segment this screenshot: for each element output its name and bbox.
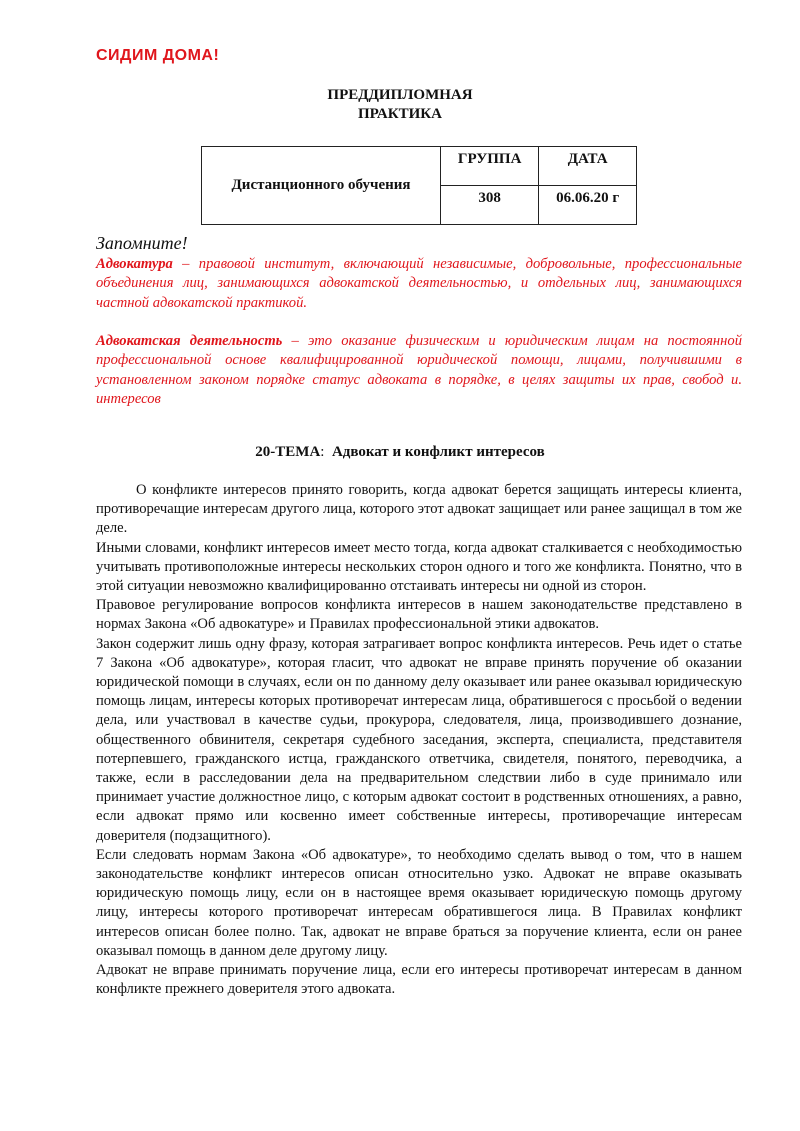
topic-title: Адвокат и конфликт интересов	[331, 444, 545, 460]
practice-title	[0, 86, 800, 124]
definition-advocacy-activity	[96, 332, 742, 409]
definition-term: Адвокатура	[96, 256, 173, 272]
definition-text: – правовой институт, включающий независимые, добровольные, профессиональные объединения лиц, занимающихся адвокатской деятельностью, и отдельных лиц, занимающихся частной адвокатской практикой.	[96, 256, 742, 311]
date-header: ДАТА	[539, 147, 637, 186]
paragraph: О конфликте интересов принято говорить, когда адвокат берется защищать интересы клиента, противоречащие интересам другого лица, которого этот адвокат защищает или ранее защищал в том же деле.	[96, 482, 742, 537]
study-form-cell: Дистанционного обучения	[202, 147, 441, 225]
definition-text: – это оказание физическим и юридическим лицам на постоянной профессиональной основе квалифицированной юридической помощи, лицами, получившими в установленном законом порядке статус адвоката в порядке, в целях защиты их прав, свобод и. интересов	[96, 333, 742, 407]
paragraph: Если следовать нормам Закона «Об адвокатуре», то необходимо сделать вывод о том, что в нашем законодательстве конфликт интересов описан относительно узко. Адвокат не вправе оказывать юридическую помощь лицу, если он в настоящее время оказывает юридическую помощь другому лицу, интересы которого противоречат интересам обратившегося лица. В Правилах конфликт интересов описан более полно. Так, адвокат не вправе браться за поручение клиента, если он ранее оказывал помощь в данном деле другому лицу.	[96, 846, 742, 959]
group-info-table	[201, 146, 637, 225]
paragraph: Иными словами, конфликт интересов имеет место тогда, когда адвокат сталкивается с необходимостью учитывать противоположные интересы нескольких сторон одного и того же конфликта. Понятно, что в этой ситуации невозможно квалифицированно отстаивать интересы ни одной из сторон.	[96, 539, 742, 595]
remember-heading: Запомните!	[96, 233, 188, 253]
group-header: ГРУППА	[441, 147, 539, 186]
body-text	[96, 481, 742, 999]
group-value: 308	[441, 186, 539, 225]
title-line-2: ПРАКТИКА	[357, 106, 442, 122]
title-line-1: ПРЕДДИПЛОМНАЯ	[327, 87, 473, 103]
definition-advokatura	[96, 255, 742, 313]
topic-number: 20-ТЕМА	[255, 444, 321, 460]
topic-colon: :	[320, 444, 325, 460]
paragraph: Адвокат не вправе принимать поручение лица, если его интересы противоречат интересам в данном конфликте прежнего доверителя этого адвоката.	[96, 962, 742, 998]
date-value: 06.06.20 г	[539, 186, 637, 225]
topic-heading	[0, 444, 800, 461]
stay-home-banner: СИДИМ ДОМА!	[96, 47, 220, 64]
paragraph: Закон содержит лишь одну фразу, которая затрагивает вопрос конфликта интересов. Речь идет о статье 7 Закона «Об адвокатуре», которая гласит, что адвокат не вправе принять поручение об оказании юридической помощи в случаях, если он по данному делу оказывает или ранее оказывал юридическую помощь лицам, интересы которых противоречат интересам лица, обратившегося с просьбой о ведении дела, или участвовал в качестве судьи, прокурора, следователя, лица, производившего дознание, общественного обвинителя, секретаря судебного заседания, эксперта, специалиста, представителя потерпевшего, гражданского истца, гражданского ответчика, свидетеля, понятого, переводчика, а также, если в расследовании дела на предварительном следствии либо в суде принимало или принимает участие должностное лицо, с которым адвокат состоит в родственных отношениях, а равно, если адвокат прямо или косвенно имеет собственные интересы, противоречащие интересам доверителя (подзащитного).	[96, 635, 742, 844]
definition-term: Адвокатская деятельность	[96, 333, 283, 349]
paragraph: Правовое регулирование вопросов конфликта интересов в нашем законодательстве представлено в нормах Закона «Об адвокатуре» и Правилах профессиональной этики адвокатов.	[96, 597, 742, 633]
